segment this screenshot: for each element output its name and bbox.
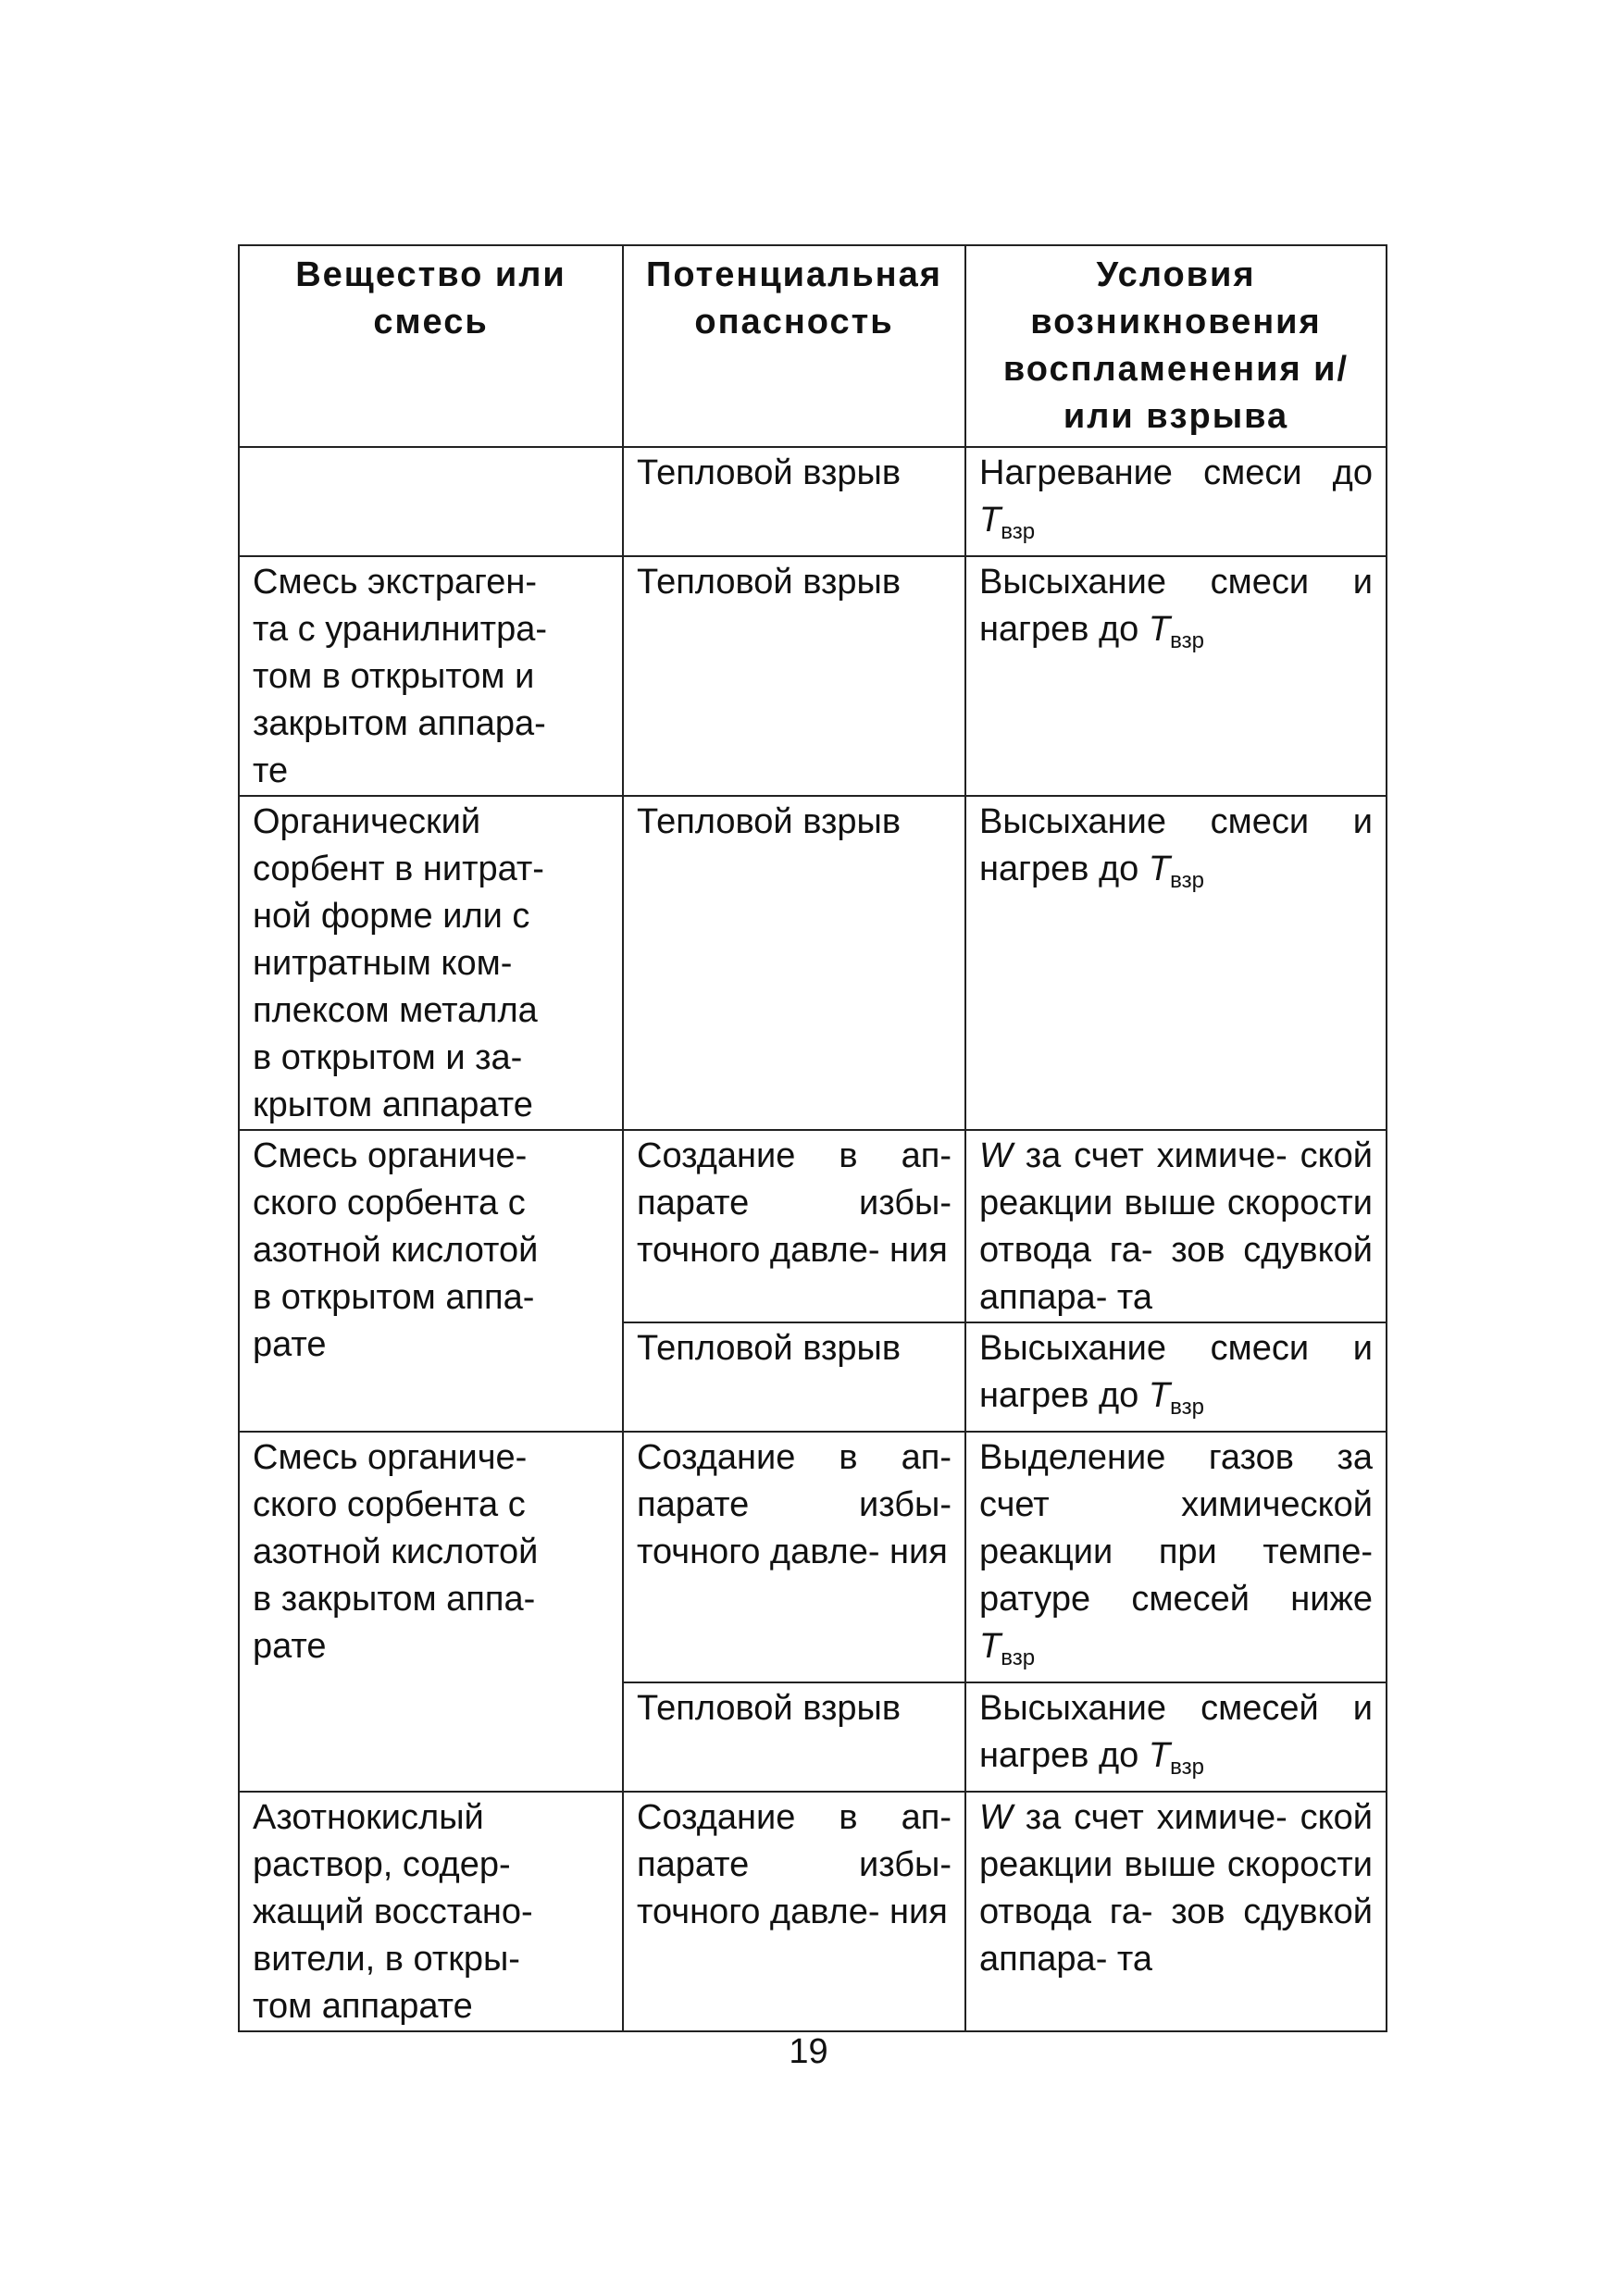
hazard-cell: Создание в ап- парате избы- точного давле- ния [623, 1792, 965, 2031]
header-substance: Вещество или смесь [239, 245, 623, 447]
hazard-table [238, 244, 1387, 2032]
substance-cell: Органический сорбент в нитрат- ной форме или с нитратным ком- плексом металла в открытом и за- крытом аппарате [239, 796, 623, 1130]
hazard-cell: Тепловой взрыв [623, 796, 965, 1130]
temperature-subscript: взр [1170, 1755, 1204, 1780]
condition-cell [965, 796, 1387, 1130]
condition-cell [965, 1682, 1387, 1792]
table-row [239, 1792, 1387, 2031]
substance-cell: Смесь органиче- ского сорбента с азотной кислотой в закрытом аппа- рате [239, 1432, 623, 1792]
condition-text: Высыхание смеси и нагрев до [979, 802, 1373, 888]
hazard-cell: Создание в ап- парате избы- точного давле- ния [623, 1432, 965, 1682]
condition-text: за счет химиче- ской реакции выше скорости отвода га- зов сдувкой аппара- та [979, 1136, 1374, 1317]
header-conditions: Условия возникновения воспламенения и/или взрыва [965, 245, 1387, 447]
substance-cell [239, 447, 623, 556]
table-row [239, 796, 1387, 1130]
substance-cell: Азотнокислый раствор, содер- жащий восстано- вители, в откры- том аппарате [239, 1792, 623, 2031]
temperature-subscript: взр [1170, 628, 1204, 653]
temperature-symbol: T [1148, 1376, 1171, 1415]
condition-text: за счет химиче- ской реакции выше скорости отвода га- зов сдувкой аппара- та [979, 1798, 1374, 1979]
substance-cell: Смесь органиче- ского сорбента с азотной кислотой в открытом аппа- рате [239, 1130, 623, 1432]
condition-text: Высыхание смесей и нагрев до [979, 1689, 1373, 1775]
temperature-subscript: взр [1170, 868, 1204, 893]
table-row [239, 556, 1387, 796]
condition-cell [965, 1130, 1387, 1322]
condition-text: Нагревание смеси до [979, 453, 1373, 492]
table-row [239, 447, 1387, 556]
condition-cell [965, 447, 1387, 556]
condition-cell [965, 556, 1387, 796]
table-row [239, 1432, 1387, 1682]
condition-cell [965, 1792, 1387, 2031]
table-row [239, 1130, 1387, 1322]
temperature-subscript: взр [1001, 1645, 1036, 1670]
condition-text: Высыхание смеси и нагрев до [979, 563, 1373, 649]
rate-symbol: W [979, 1798, 1013, 1837]
rate-symbol: W [979, 1136, 1013, 1175]
header-hazard: Потенциальная опасность [623, 245, 965, 447]
hazard-cell: Создание в ап- парате избы- точного давле- ния [623, 1130, 965, 1322]
table-header-row [239, 245, 1387, 447]
temperature-symbol: T [979, 501, 1001, 540]
hazard-cell: Тепловой взрыв [623, 1682, 965, 1792]
temperature-symbol: T [1148, 610, 1171, 649]
temperature-subscript: взр [1001, 519, 1036, 544]
temperature-symbol: T [979, 1627, 1001, 1666]
condition-text: Высыхание смеси и нагрев до [979, 1329, 1373, 1415]
condition-cell [965, 1432, 1387, 1682]
substance-cell: Смесь экстраген- та с уранилнитра- том в открытом и закрытом аппара- те [239, 556, 623, 796]
temperature-symbol: T [1148, 850, 1171, 888]
hazard-cell: Тепловой взрыв [623, 447, 965, 556]
temperature-symbol: T [1148, 1736, 1171, 1775]
page-number: 19 [789, 2032, 828, 2071]
condition-text: Выделение газов за счет химической реакции при темпе- ратуре смесей ниже [979, 1438, 1373, 1619]
hazard-cell: Тепловой взрыв [623, 1322, 965, 1432]
condition-cell [965, 1322, 1387, 1432]
temperature-subscript: взр [1170, 1395, 1204, 1420]
hazard-cell: Тепловой взрыв [623, 556, 965, 796]
